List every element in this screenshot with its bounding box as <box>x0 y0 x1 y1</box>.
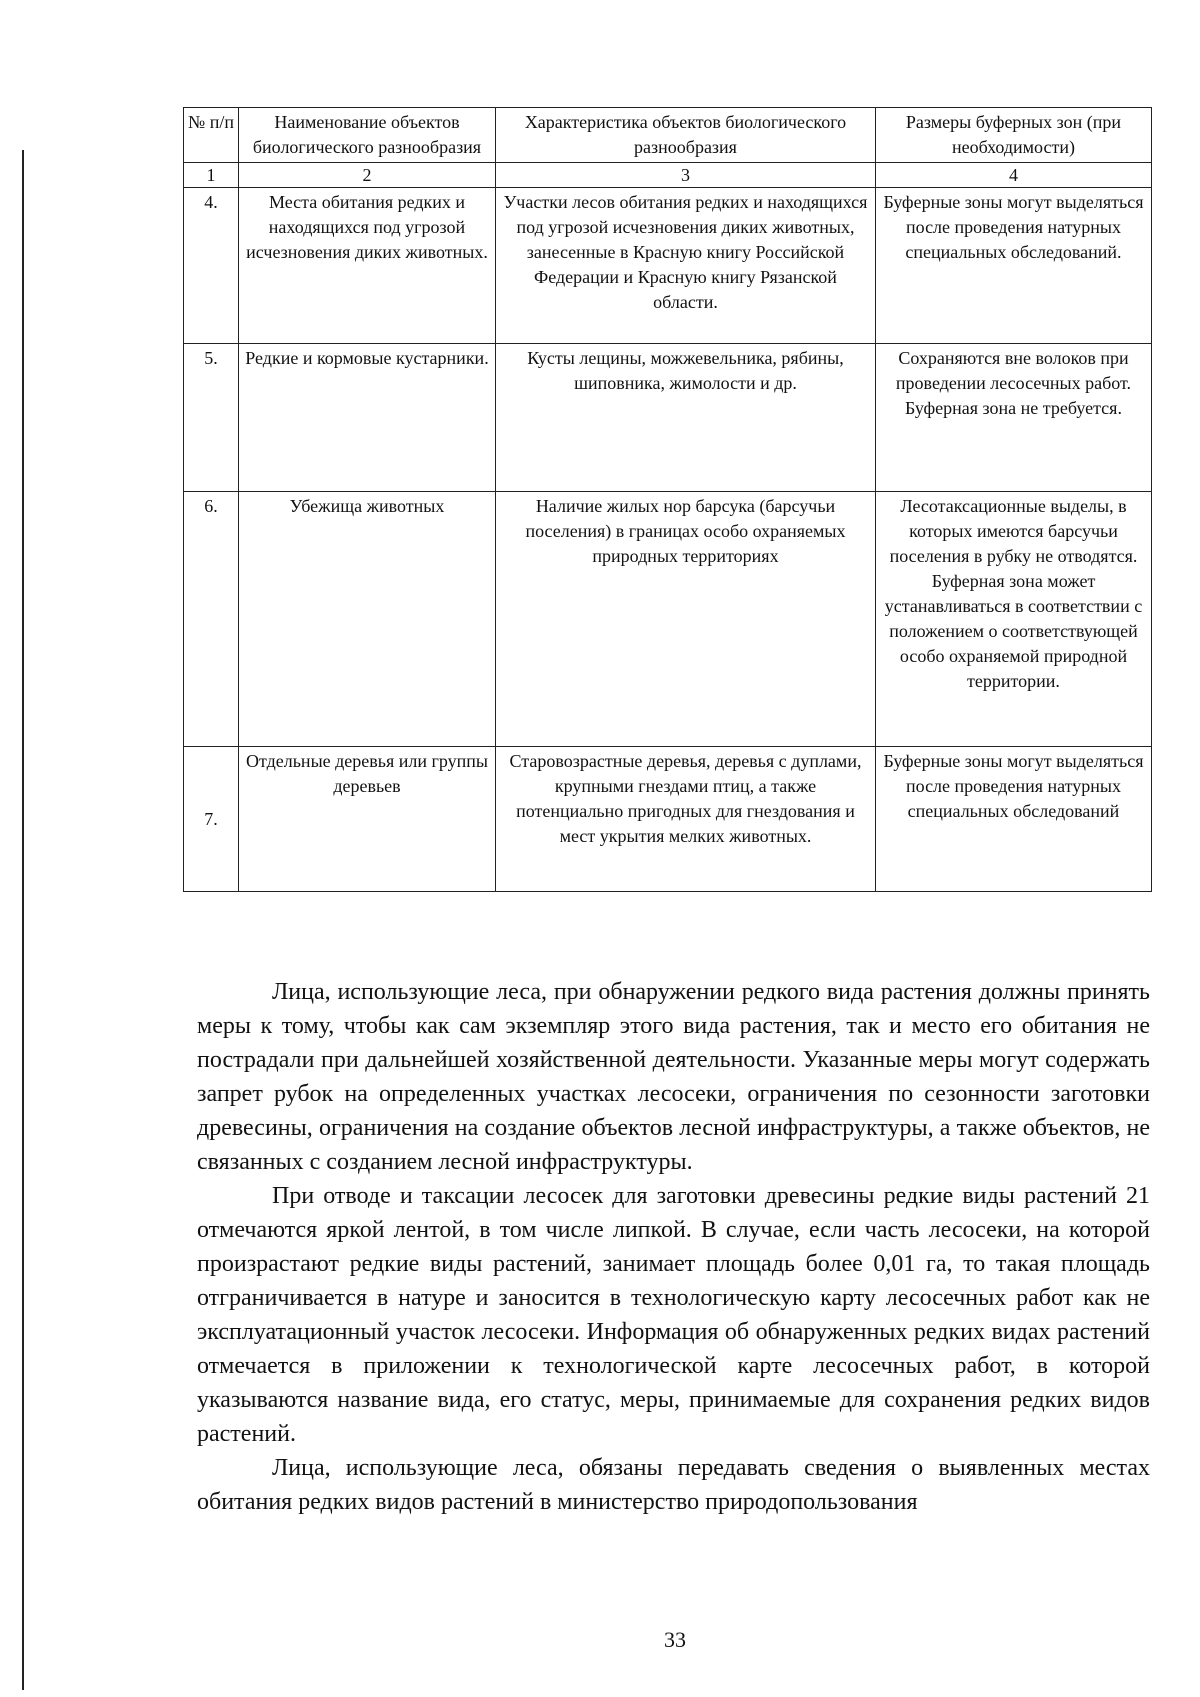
row-buffer-zone: Лесотаксационные выделы, в которых имеются барсучьи поселения в рубку не отводятся. Буферная зона может устанавливаться в соответствии с положением о соответствующей особо охраняемой природной территории. <box>876 492 1152 747</box>
page-number: 33 <box>664 1627 686 1652</box>
biodiversity-table <box>183 107 1152 892</box>
row-object-name: Редкие и кормовые кустарники. <box>239 344 496 492</box>
column-number-row <box>184 163 1152 188</box>
row-buffer-zone: Буферные зоны могут выделяться после проведения натурных специальных обследований <box>876 747 1152 892</box>
row-buffer-zone: Буферные зоны могут выделяться после проведения натурных специальных обследований. <box>876 188 1152 344</box>
scan-margin-line <box>22 150 24 1690</box>
row-characteristic: Участки лесов обитания редких и находящихся под угрозой исчезновения диких животных, занесенные в Красную книгу Российской Федерации и Красную книгу Рязанской области. <box>496 188 876 344</box>
row-characteristic: Старовозрастные деревья, деревья с дуплами, крупными гнездами птиц, а также потенциально пригодных для гнездования и мест укрытия мелких животных. <box>496 747 876 892</box>
row-characteristic: Кусты лещины, можжевельника, рябины, шиповника, жимолости и др. <box>496 344 876 492</box>
header-object-name: Наименование объектов биологического разнообразия <box>239 108 496 163</box>
row-number: 6. <box>184 492 239 747</box>
row-object-name: Места обитания редких и находящихся под угрозой исчезновения диких животных. <box>239 188 496 344</box>
row-number: 4. <box>184 188 239 344</box>
header-characteristic: Характеристика объектов биологического разнообразия <box>496 108 876 163</box>
row-number: 7. <box>184 747 239 892</box>
row-characteristic: Наличие жилых нор барсука (барсучьи поселения) в границах особо охраняемых природных территориях <box>496 492 876 747</box>
body-text <box>197 975 1150 1519</box>
table-header-row <box>184 108 1152 163</box>
paragraph: Лица, использующие леса, при обнаружении редкого вида растения должны принять меры к тому, чтобы как сам экземпляр этого вида растения, так и место его обитания не пострадали при дальнейшей хозяйственной деятельности. Указанные меры могут содержать запрет рубок на определенных участках лесосеки, ограничения по сезонности заготовки древесины, ограничения на создание объектов лесной инфраструктуры, а также объектов, не связанных с созданием лесной инфраструктуры. <box>197 979 1150 1175</box>
column-number: 2 <box>239 163 496 188</box>
header-buffer-zone: Размеры буферных зон (при необходимости) <box>876 108 1152 163</box>
paragraph: Лица, использующие леса, обязаны передавать сведения о выявленных местах обитания редких видов растений в министерство природопользования <box>197 1455 1150 1515</box>
table-row <box>184 188 1152 344</box>
row-buffer-zone: Сохраняются вне волоков при проведении лесосечных работ. Буферная зона не требуется. <box>876 344 1152 492</box>
paragraph: При отводе и таксации лесосек для заготовки древесины редкие виды растений 21 отмечаются яркой лентой, в том числе липкой. В случае, если часть лесосеки, на которой произрастают редкие виды растений, занимает площадь более 0,01 га, то такая площадь отграничивается в натуре и заносится в технологическую карту лесосечных работ как не эксплуатационный участок лесосеки. Информация об обнаруженных редких видах растений отмечается в приложении к технологической карте лесосечных работ, в которой указываются название вида, его статус, меры, принимаемые для сохранения редких видов растений. <box>197 1183 1150 1447</box>
header-number: № п/п <box>184 108 239 163</box>
column-number: 3 <box>496 163 876 188</box>
row-number: 5. <box>184 344 239 492</box>
row-object-name: Отдельные деревья или группы деревьев <box>239 747 496 892</box>
table-row <box>184 344 1152 492</box>
column-number: 1 <box>184 163 239 188</box>
table-row <box>184 747 1152 892</box>
column-number: 4 <box>876 163 1152 188</box>
table-row <box>184 492 1152 747</box>
row-object-name: Убежища животных <box>239 492 496 747</box>
